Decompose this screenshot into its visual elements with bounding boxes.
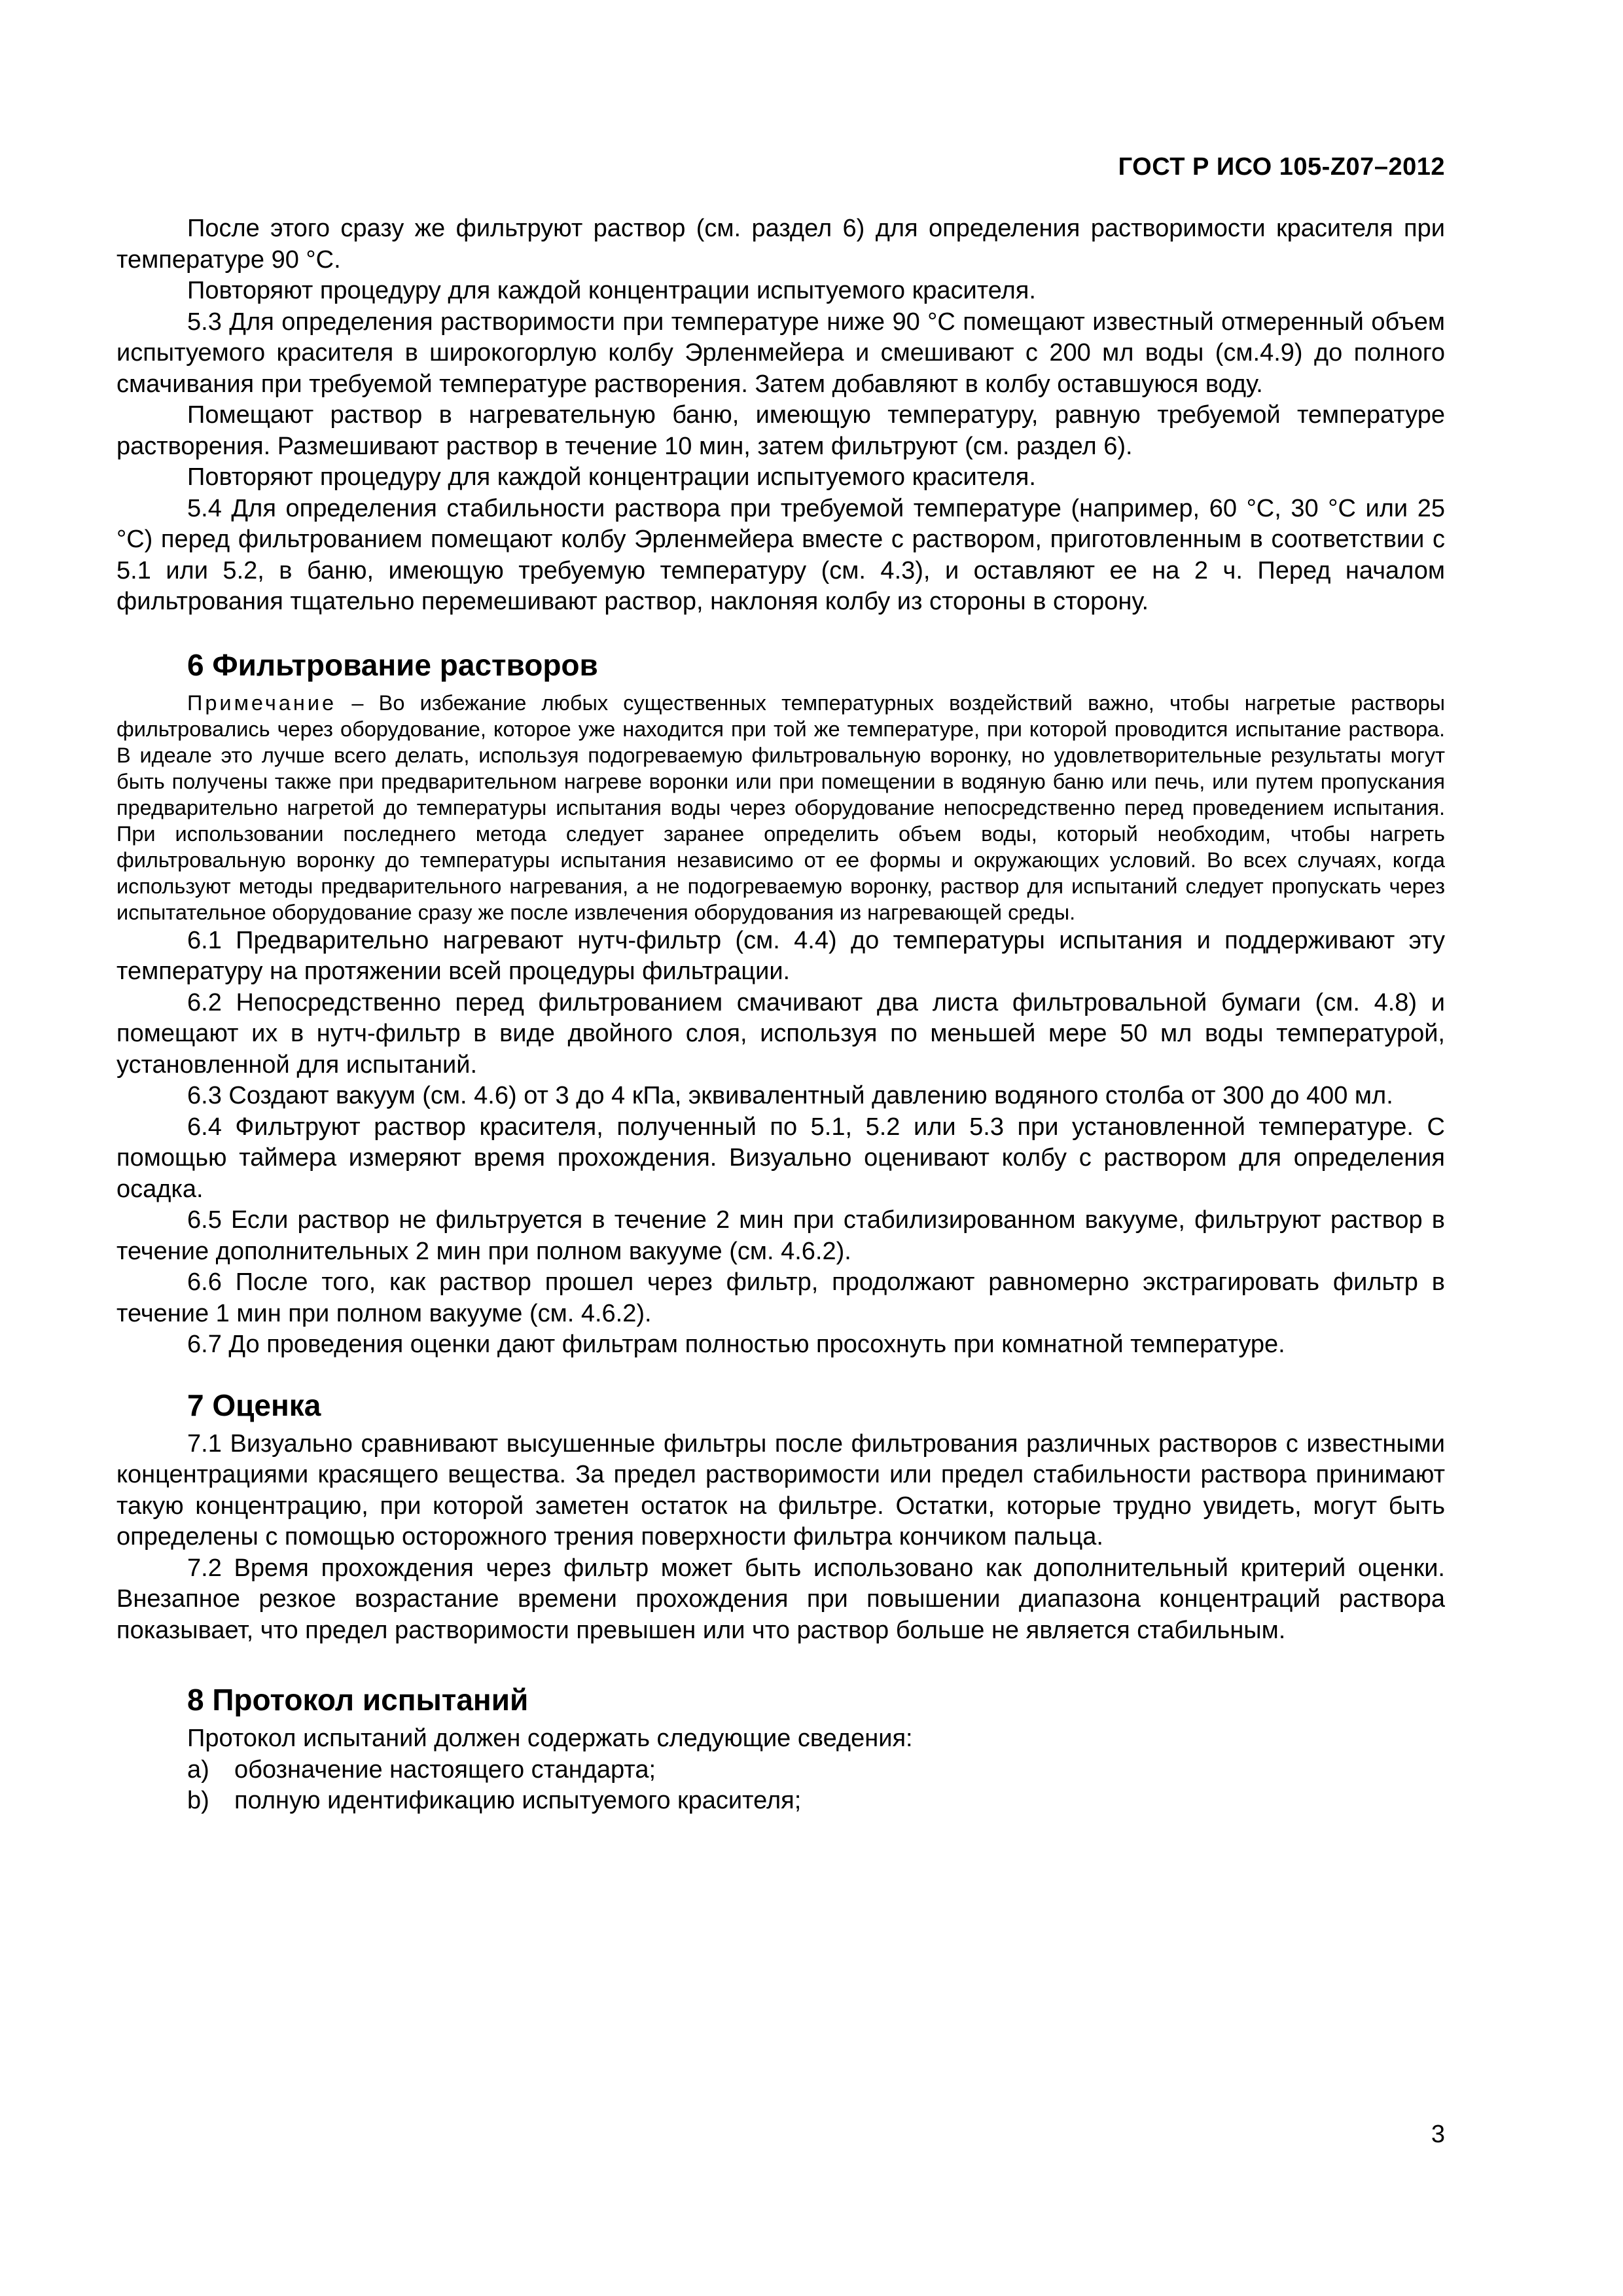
document-page	[116, 0, 1445, 2296]
list-marker: b)	[187, 1787, 209, 1814]
paragraph: После этого сразу же фильтруют раствор (см. раздел 6) для определения растворимости красителя при температуре 90 °С.	[116, 215, 1445, 274]
section-heading-8: 8 Протокол испытаний	[187, 1683, 529, 1717]
page-number: 3	[1431, 2121, 1445, 2148]
paragraph-8-intro: Протокол испытаний должен содержать следующие сведения:	[187, 1725, 913, 1752]
list-item	[116, 1755, 1445, 1786]
paragraph: Повторяют процедуру для каждой концентрации испытуемого красителя.	[187, 277, 1036, 304]
list-item-text: обозначение настоящего стандарта;	[234, 1755, 656, 1784]
paragraph: Повторяют процедуру для каждой концентрации испытуемого красителя.	[187, 463, 1036, 491]
paragraph-6-6: 6.6 После того, как раствор прошел через фильтр, продолжают равномерно экстрагировать фильтр в течение 1 мин при полном вакууме (см. 4.6.2).	[116, 1268, 1445, 1327]
paragraph-6-7: 6.7 До проведения оценки дают фильтрам полностью просохнуть при комнатной температуре.	[187, 1331, 1285, 1358]
section-heading-6: 6 Фильтрование растворов	[187, 647, 598, 682]
note-paragraph	[116, 690, 1445, 925]
note-text: – Во избежание любых существенных температурных воздействий важно, чтобы нагретые растворы фильтровались через оборудование, которое уже находится при той же температуре, при которой проводится испытание раствора. В идеале это лучше всего делать, используя подогреваемую фильтровальную воронку, но удовлетворительные результаты могут быть получены также при предварительном нагреве воронки или при помещении в водяную баню или печь, или путем пропускания предварительно нагретой до температуры испытания воды через оборудование непосредственно перед проведением испытания. При использовании последнего метода следует заранее определить объем воды, который необходим, чтобы нагреть фильтровальную воронку до температуры испытания независимо от ее формы и окружающих условий. Во всех случаях, когда используют методы предварительного нагревания, а не подогреваемую воронку, раствор для испытаний следует пропускать через испытательное оборудование сразу же после извлечения оборудования из нагревающей среды.	[116, 691, 1445, 924]
note-block	[116, 690, 1445, 925]
paragraph-6-4: 6.4 Фильтруют раствор красителя, полученный по 5.1, 5.2 или 5.3 при установленной температуре. С помощью таймера измеряют время прохождения. Визуально оценивают колбу с раствором для определения осадка.	[116, 1113, 1445, 1203]
list-item	[116, 1785, 1445, 1817]
paragraph-6-3: 6.3 Создают вакуум (см. 4.6) от 3 до 4 кПа, эквивалентный давлению водяного столба от 300 до 400 мл.	[187, 1082, 1393, 1109]
note-label: Примечание	[187, 691, 337, 715]
paragraph-5-4: 5.4 Для определения стабильности раствора при требуемой температуре (например, 60 °С, 30 °С или 25 °С) перед фильтрованием помещают колбу Эрленмейера вместе с раствором, приготовленным в соответствии с 5.1 или 5.2, в баню, имеющую требуемую температуру (см. 4.3), и оставляют ее на 2 ч. Перед началом фильтрования тщательно перемешивают раствор, наклоняя колбу из стороны в сторону.	[116, 494, 1445, 615]
document-header: ГОСТ Р ИСО 105-Z07–2012	[1118, 153, 1445, 181]
list-marker: a)	[187, 1755, 209, 1784]
document-body	[116, 213, 1445, 1817]
paragraph-6-1: 6.1 Предварительно нагревают нутч-фильтр (см. 4.4) до температуры испытания и поддерживают эту температуру на протяжении всей процедуры фильтрации.	[116, 926, 1445, 985]
paragraph-7-2: 7.2 Время прохождения через фильтр может быть использовано как дополнительный критерий оценки. Внезапное резкое возрастание времени прохождения при повышении диапазона концентраций раствора показывает, что предел растворимости превышен или что раствор больше не является стабильным.	[116, 1554, 1445, 1644]
paragraph-5-3: 5.3 Для определения растворимости при температуре ниже 90 °С помещают известный отмеренный объем испытуемого красителя в широкогорлую колбу Эрленмейера и смешивают с 200 мл воды (см.4.9) до полного смачивания при требуемой температуре растворения. Затем добавляют в колбу оставшуюся воду.	[116, 308, 1445, 398]
paragraph-6-2: 6.2 Непосредственно перед фильтрованием смачивают два листа фильтровальной бумаги (см. 4.8) и помещают их в нутч-фильтр в виде двойного слоя, используя по меньшей мере 50 мл воды температурой, установленной для испытаний.	[116, 988, 1445, 1079]
section-heading-7: 7 Оценка	[187, 1388, 321, 1422]
paragraph-7-1: 7.1 Визуально сравнивают высушенные фильтры после фильтрования различных растворов с известными концентрациями красящего вещества. За предел растворимости или предел стабильности раствора принимают такую концентрацию, при которой заметен остаток на фильтре. Остатки, которые трудно увидеть, могут быть определены с помощью осторожного трения поверхности фильтра кончиком пальца.	[116, 1429, 1445, 1551]
list-item-text: полную идентификацию испытуемого красителя;	[234, 1787, 802, 1814]
paragraph: Помещают раствор в нагревательную баню, имеющую температуру, равную требуемой температуре растворения. Размешивают раствор в течение 10 мин, затем фильтруют (см. раздел 6).	[116, 401, 1445, 460]
paragraph-6-5: 6.5 Если раствор не фильтруется в течение 2 мин при стабилизированном вакууме, фильтруют раствор в течение дополнительных 2 мин при полном вакууме (см. 4.6.2).	[116, 1206, 1445, 1265]
